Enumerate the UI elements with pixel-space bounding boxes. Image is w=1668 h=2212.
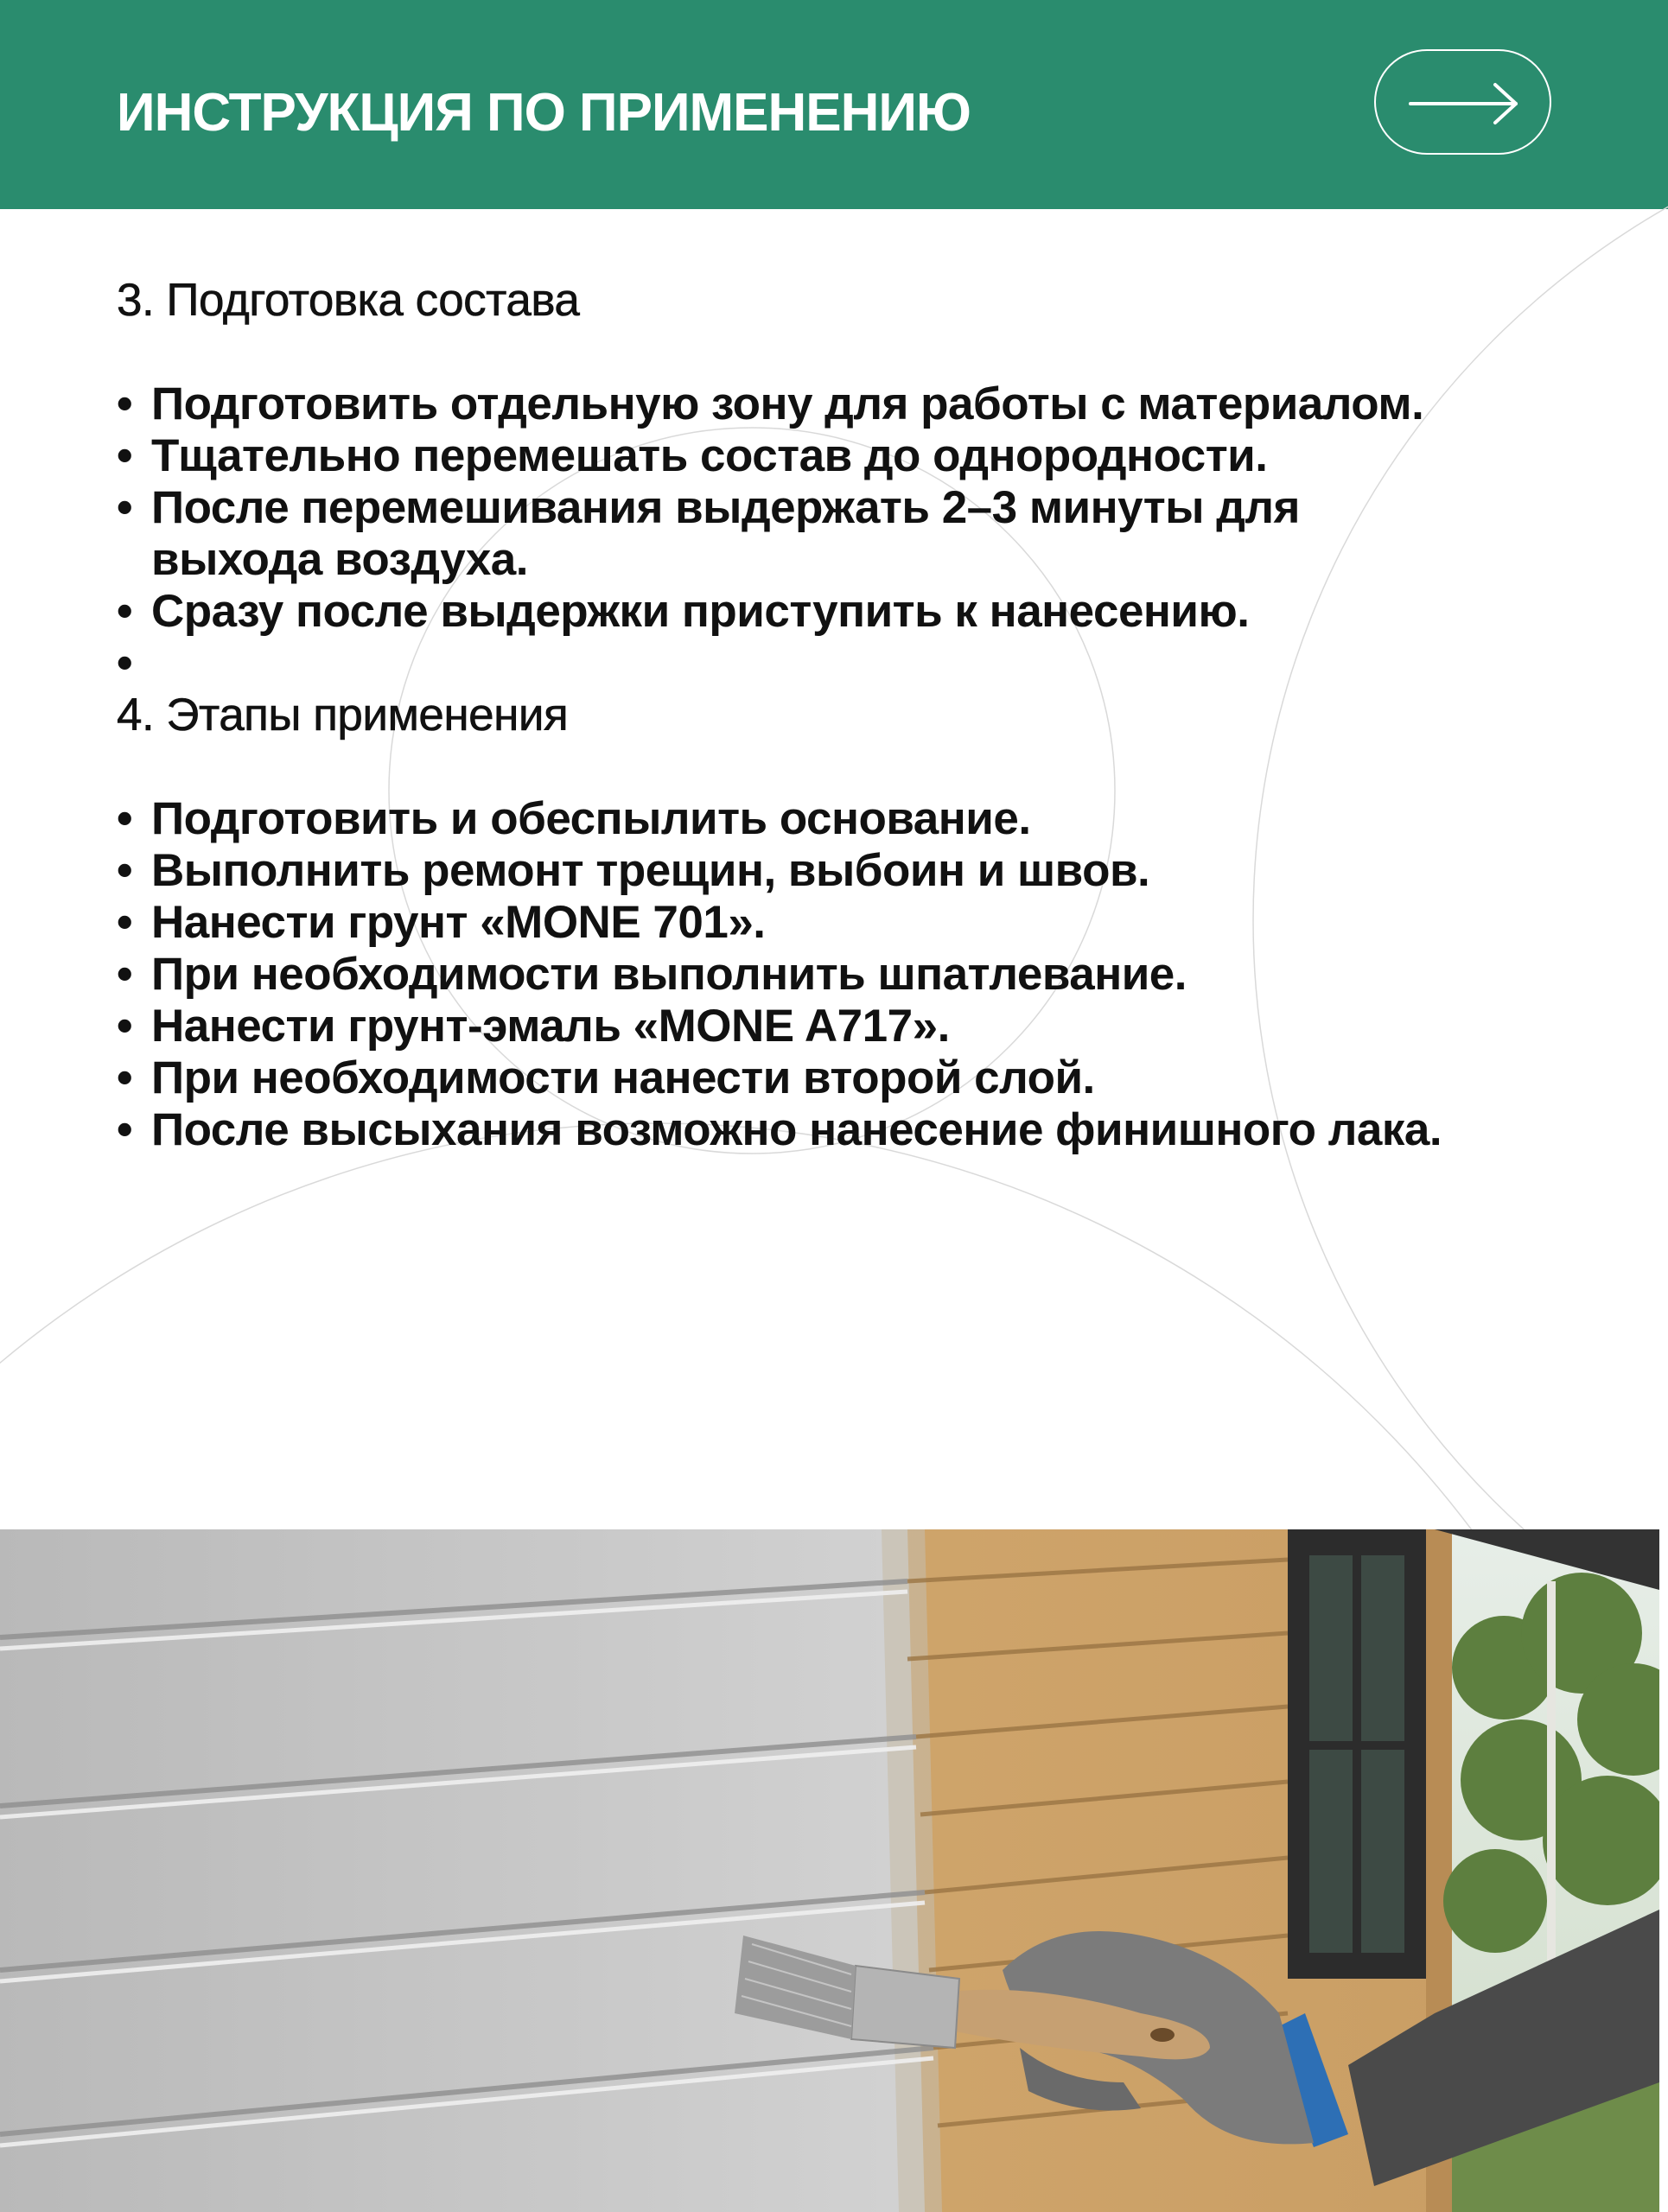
application-steps-list (117, 793, 1603, 1156)
list-item: • После высыхания возможно нанесение финишного лака. (117, 1104, 1603, 1156)
instructions-content (117, 275, 1603, 1156)
section-title-application: 4. Этапы применения (117, 690, 569, 741)
page-title: ИНСТРУКЦИЯ ПО ПРИМЕНЕНИЮ (117, 83, 971, 143)
list-item: • При необходимости нанести второй слой. (117, 1052, 1603, 1104)
next-button[interactable] (1374, 49, 1551, 155)
header-bar (0, 0, 1668, 209)
list-item: • Подготовить отдельную зону для работы с материалом. (117, 378, 1603, 430)
list-item: • Сразу после выдержки приступить к нанесению. (117, 586, 1603, 638)
list-item: • Нанести грунт «MONE 701». (117, 897, 1603, 949)
list-item: • После перемешивания выдержать 2–3 минуты для выхода воздуха. (117, 482, 1465, 586)
list-item: • Выполнить ремонт трещин, выбоин и швов. (117, 845, 1603, 897)
hand-painting-wooden-wall-image (0, 1529, 1659, 2212)
list-item: • Нанести грунт-эмаль «MONE A717». (117, 1001, 1603, 1052)
list-item: • Подготовить и обеспылить основание. (117, 793, 1603, 845)
preparation-list (117, 378, 1603, 690)
list-item (117, 638, 1603, 690)
list-item: • При необходимости выполнить шпатлевание. (117, 949, 1603, 1001)
arrow-right-icon (1409, 82, 1521, 125)
section-title-preparation: 3. Подготовка состава (117, 275, 580, 326)
list-item: • Тщательно перемешать состав до однородности. (117, 430, 1603, 482)
